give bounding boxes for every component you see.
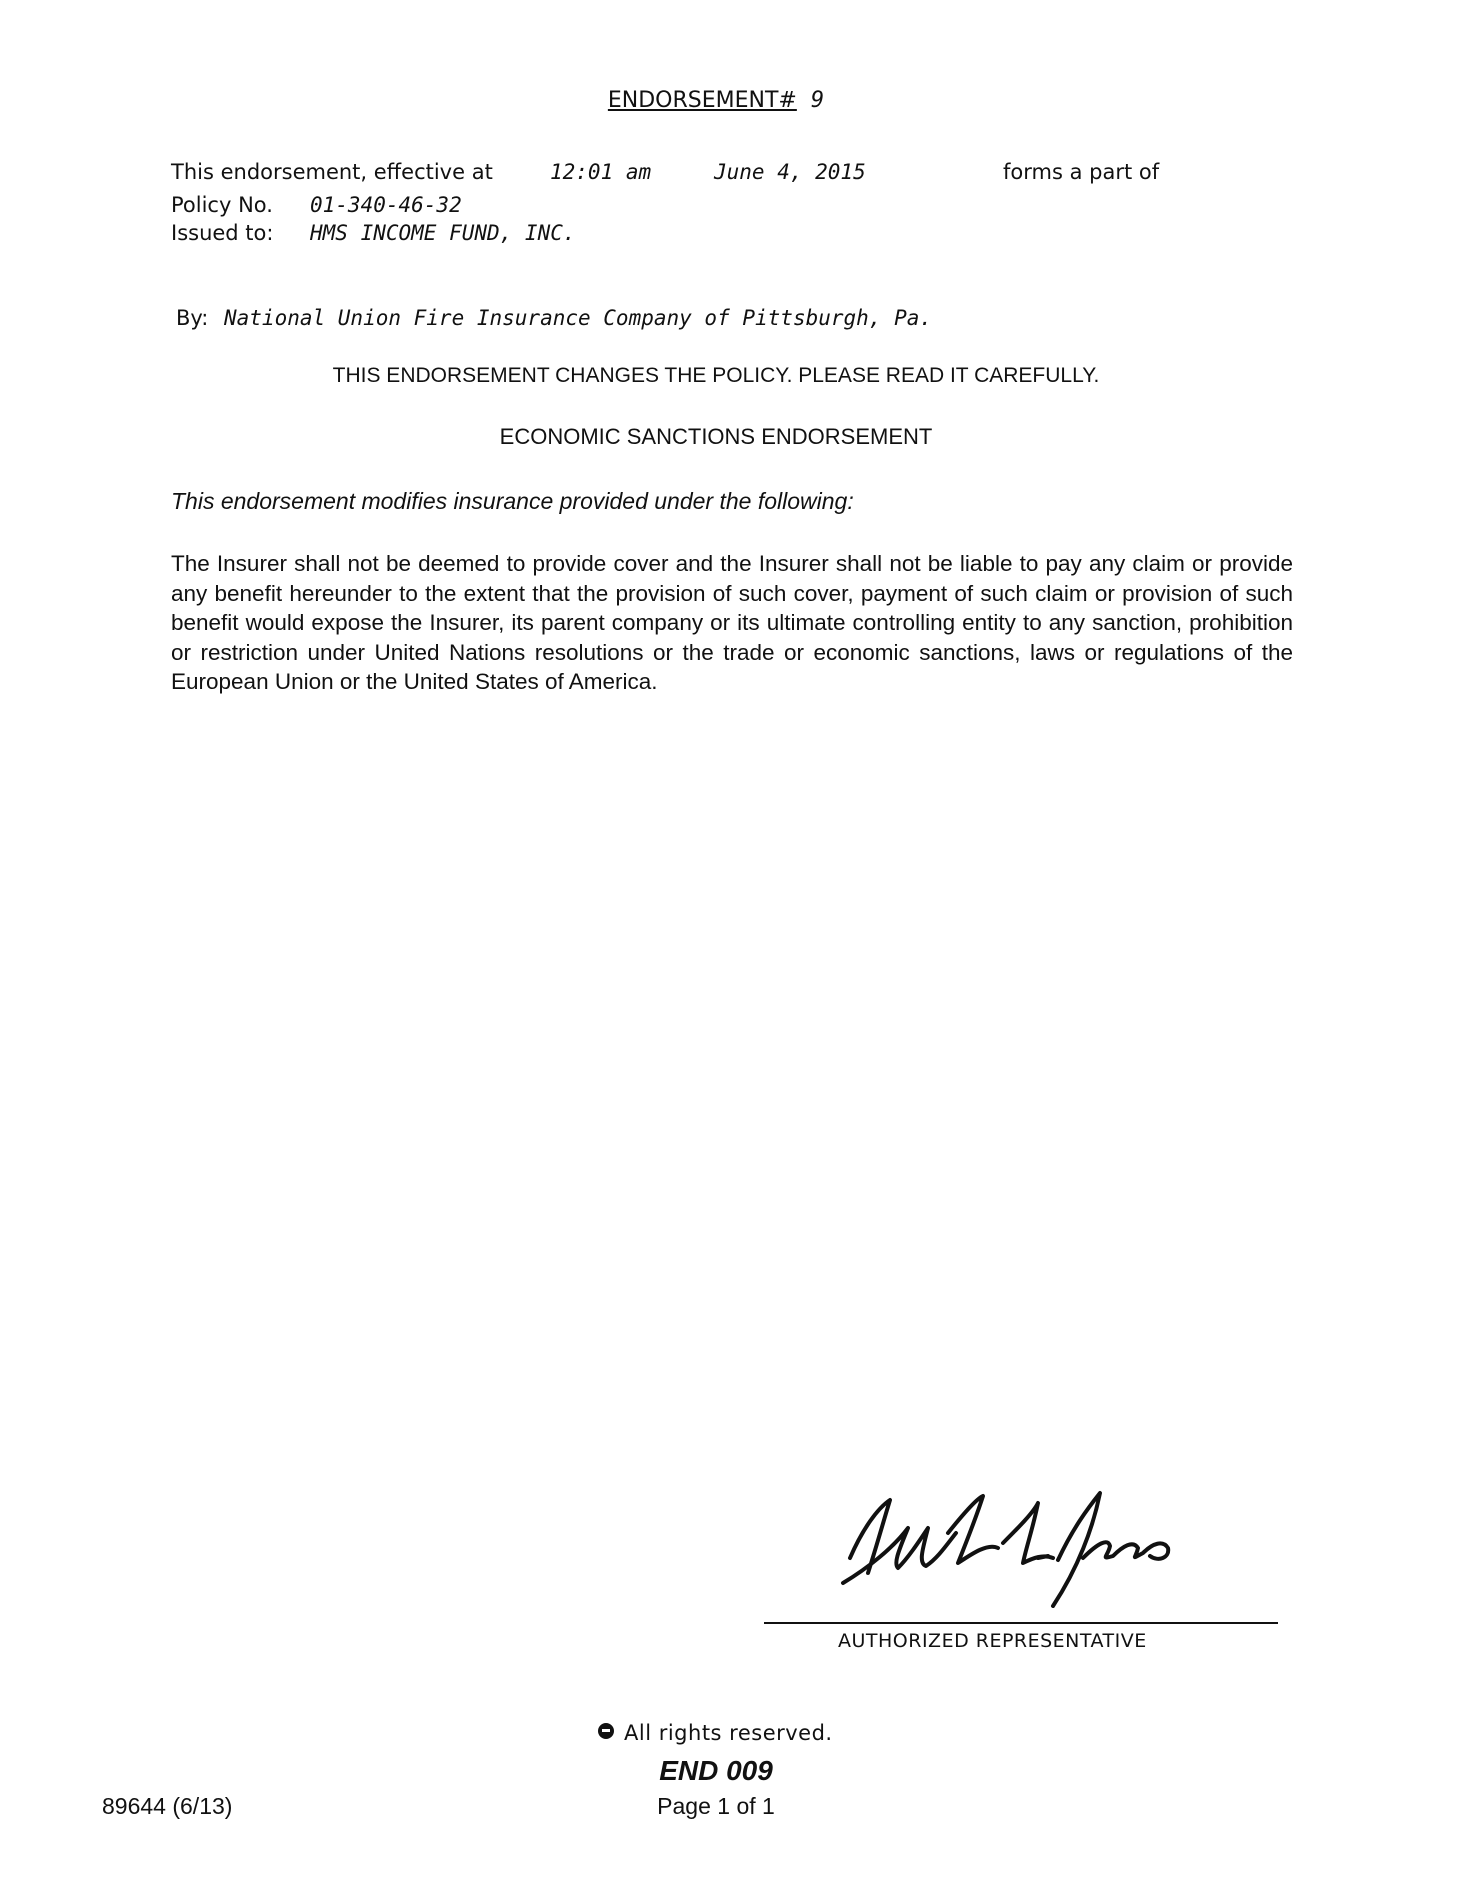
endorsement-number: 9	[810, 88, 825, 113]
issued-to-value: HMS INCOME FUND, INC.	[310, 221, 576, 245]
policy-number: 01-340-46-32	[310, 193, 462, 217]
endorsement-title-label: ENDORSEMENT#	[607, 88, 797, 113]
endorsement-heading: ECONOMIC SANCTIONS ENDORSEMENT	[499, 424, 933, 449]
endorsement-code: END 009	[659, 1755, 773, 1786]
by-label: By:	[176, 306, 209, 330]
endorsement-title	[0, 88, 1432, 113]
form-number: 89644 (6/13)	[102, 1793, 233, 1819]
copyright-icon	[598, 1723, 614, 1739]
effective-label: This endorsement, effective at	[171, 160, 493, 184]
signature-line	[764, 1622, 1278, 1624]
rights-text: All rights reserved.	[624, 1721, 833, 1745]
signature-image	[838, 1488, 1178, 1608]
policy-change-notice: THIS ENDORSEMENT CHANGES THE POLICY. PLEASE READ IT CAREFULLY.	[332, 364, 1100, 387]
policy-label: Policy No.	[171, 193, 273, 217]
effective-date: June 4, 2015	[714, 160, 866, 184]
page-number: Page 1 of 1	[657, 1793, 775, 1819]
effective-time: 12:01 am	[550, 160, 652, 184]
copyright-notice	[598, 1721, 833, 1745]
endorsement-body: The Insurer shall not be deemed to provide cover and the Insurer shall not be liable to pay any claim or provide any benefit hereunder to the extent that the provision of such cover, payment of such claim or provision of such benefit would expose the Insurer, its parent company or its ultimate controlling entity to any sanction, prohibition or restriction under United Nations resolutions or the trade or economic sanctions, laws or regulations of the European Union or the United States of America.	[171, 551, 1293, 694]
insurer-name: National Union Fire Insurance Company of Pittsburgh, Pa.	[224, 306, 933, 330]
modifies-statement: This endorsement modifies insurance provided under the following:	[171, 488, 854, 514]
signature-caption: AUTHORIZED REPRESENTATIVE	[838, 1630, 1147, 1652]
forms-part-of-label: forms a part of	[1003, 160, 1160, 184]
issued-to-label: Issued to:	[171, 221, 274, 245]
